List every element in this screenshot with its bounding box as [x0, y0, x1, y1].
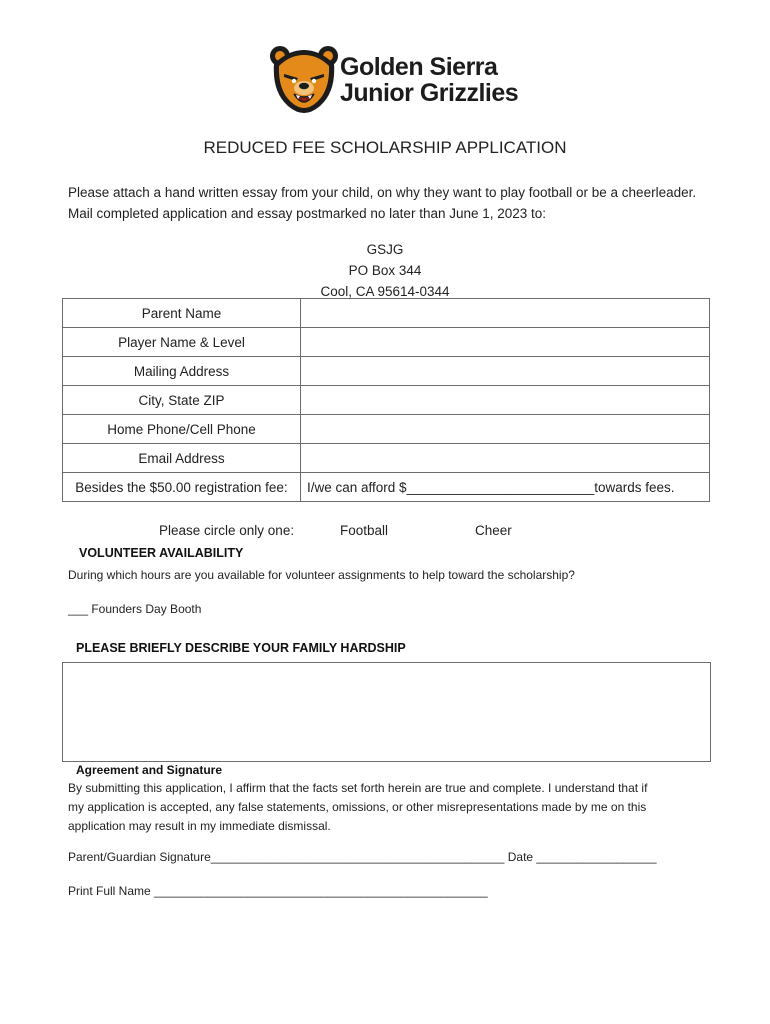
- email-field[interactable]: [301, 444, 710, 473]
- page-title: REDUCED FEE SCHOLARSHIP APPLICATION: [203, 138, 567, 157]
- logo-wordmark: [340, 54, 518, 106]
- agreement-line-3: application may result in my immediate dismissal.: [68, 819, 331, 833]
- instructions: [68, 182, 748, 224]
- mailing-address-field[interactable]: [301, 357, 710, 386]
- logo-line-2: Junior Grizzlies: [340, 79, 519, 107]
- applicant-info-table: [62, 298, 710, 502]
- bear-head-icon: [268, 44, 340, 118]
- logo-line-1: Golden Sierra: [340, 53, 498, 81]
- table-row: [63, 444, 710, 473]
- agreement-heading: Agreement and Signature: [76, 763, 223, 777]
- table-row: [63, 415, 710, 444]
- agreement-text: [68, 779, 728, 836]
- row-label: Besides the $50.00 registration fee:: [63, 473, 301, 502]
- table-row: [63, 473, 710, 502]
- circle-prompt: Please circle only one:: [159, 523, 295, 538]
- table-row: [63, 299, 710, 328]
- phone-field[interactable]: [301, 415, 710, 444]
- player-name-field[interactable]: [301, 328, 710, 357]
- mailing-address: [0, 239, 770, 302]
- signature-date-line[interactable]: Parent/Guardian Signature____________________________________________ Date __________________: [68, 850, 657, 864]
- hardship-heading: PLEASE BRIEFLY DESCRIBE YOUR FAMILY HARDSHIP: [76, 641, 406, 655]
- table-row: [63, 328, 710, 357]
- parent-name-field[interactable]: [301, 299, 710, 328]
- row-label: Parent Name: [63, 299, 301, 328]
- row-label: Email Address: [63, 444, 301, 473]
- row-label: Home Phone/Cell Phone: [63, 415, 301, 444]
- instructions-line-1: Please attach a hand written essay from your child, on why they want to play football or be a cheerleader.: [68, 185, 697, 200]
- print-name-line[interactable]: Print Full Name __________________________________________________: [68, 884, 488, 898]
- option-cheer[interactable]: Cheer: [475, 523, 512, 538]
- option-football[interactable]: Football: [340, 523, 389, 538]
- volunteer-question: During which hours are you available for volunteer assignments to help toward the scholarship?: [68, 568, 575, 582]
- volunteer-heading: VOLUNTEER AVAILABILITY: [79, 546, 244, 560]
- address-line-3: Cool, CA 95614-0344: [320, 284, 450, 299]
- instructions-line-2: Mail completed application and essay postmarked no later than June 1, 2023 to:: [68, 206, 547, 221]
- row-label: Mailing Address: [63, 357, 301, 386]
- agreement-line-2: my application is accepted, any false statements, omissions, or other misrepresentations made by me on this: [68, 800, 647, 814]
- hardship-textarea[interactable]: [62, 662, 711, 762]
- afford-amount-field[interactable]: I/we can afford $_________________________towards fees.: [301, 473, 710, 502]
- row-label: Player Name & Level: [63, 328, 301, 357]
- agreement-line-1: By submitting this application, I affirm that the facts set forth herein are true and complete. I understand that if: [68, 781, 648, 795]
- address-line-2: PO Box 344: [348, 263, 422, 278]
- address-line-1: GSJG: [366, 242, 404, 257]
- city-state-zip-field[interactable]: [301, 386, 710, 415]
- founders-day-booth-item[interactable]: ___ Founders Day Booth: [68, 602, 202, 616]
- table-row: [63, 357, 710, 386]
- table-row: [63, 386, 710, 415]
- row-label: City, State ZIP: [63, 386, 301, 415]
